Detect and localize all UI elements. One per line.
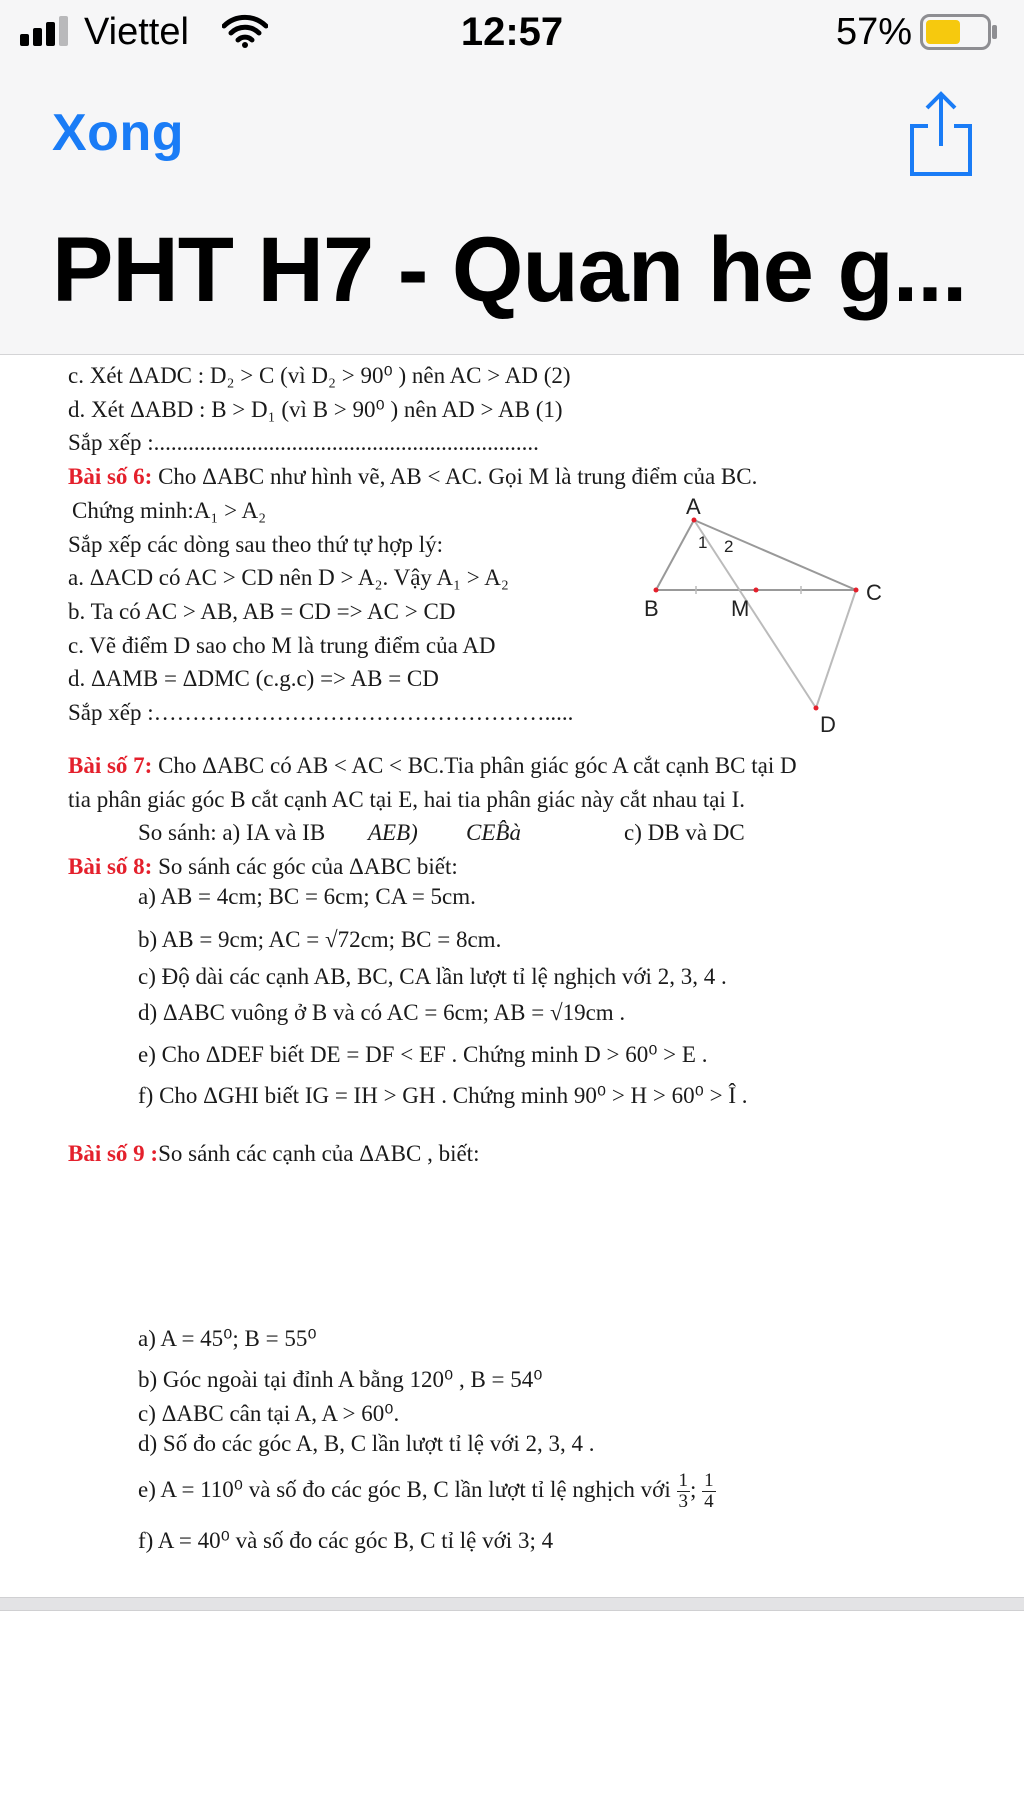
battery-level-fill [926,20,960,44]
exercise-7-text: Cho ΔABC có AB < AC < BC.Tia phân giác góc A cắt cạnh BC tại D [158,753,797,778]
document-title: PHT H7 - Quan he g... [52,219,967,321]
text-line: d) Số đo các góc A, B, C lần lượt tỉ lệ với 2, 3, 4 . [138,1431,595,1456]
text-line: d. Xét ΔABD : B > D₁ (vì B > 90⁰ ) nên AD > AB (1) [68,397,563,422]
text-line: a) AB = 4cm; BC = 6cm; CA = 5cm. [138,884,476,909]
text-line: a. ΔACD có AC > CD nên D > A₂. Vậy A₁ > A₂ [68,565,509,590]
exercise-8-heading [68,853,458,881]
fraction: $\frac{1}{3}$ [678,1470,688,1512]
text-line: CEB̂à [466,820,521,845]
exercise-7-heading [68,752,797,780]
done-button[interactable]: Xong [52,104,184,162]
page-separator [0,1597,1024,1611]
segment-AC [694,520,856,590]
text-line: Sắp xếp các dòng sau theo thứ tự hợp lý: [68,532,443,557]
exercise-9-label: Bài số 9 : [68,1141,159,1166]
angle-label-1: 1 [698,533,708,552]
text-line: b) AB = 9cm; AC = √72cm; BC = 8cm. [138,927,502,952]
text-line: f) Cho ΔGHI biết IG = IH > GH . Chứng minh 90⁰ > H > 60⁰ > Î . [138,1083,748,1108]
exercise-8-label: Bài số 8: [68,854,153,879]
carrier-name: Viettel [84,11,189,53]
text-line-with-fractions [138,1471,716,1512]
exercise-9-text: So sánh các cạnh của ΔABC , biết: [158,1141,480,1166]
text-line: c) Độ dài các cạnh AB, BC, CA lần lượt tỉ lệ nghịch với 2, 3, 4 . [138,964,727,989]
vertex-label-C: C [866,580,882,605]
text-line: Chứng minh:A₁ > A₂ [72,498,267,523]
exercise-9-heading [68,1140,479,1168]
text-line: e) Cho ΔDEF biết DE = DF < EF . Chứng minh D > 60⁰ > E . [138,1042,708,1067]
angle-label-2: 2 [724,537,734,556]
share-icon[interactable] [908,90,974,178]
top-chrome [0,0,1024,355]
text-line: c) DB và DC [624,820,745,845]
text-line: a) A = 45⁰; B = 55⁰ [138,1326,317,1351]
text-line: c. Vẽ điểm D sao cho M là trung điểm của AD [68,633,496,658]
exercise-6-heading [68,463,757,491]
status-bar [0,0,1024,66]
text-line: d. ΔAMB = ΔDMC (c.g.c) => AB = CD [68,666,439,691]
battery-icon [920,14,998,50]
text-line: c. Xét ΔADC : D₂ > C (vì D₂ > 90⁰ ) nên AC > AD (2) [68,363,571,388]
text-line: b. Ta có AC > AB, AB = CD => AC > CD [68,599,456,624]
segment-AD [694,520,816,708]
fraction-separator: ; [690,1476,697,1502]
text-line: Sắp xếp :................................................................... [68,430,539,455]
vertex-label-D: D [820,712,836,736]
segment-CD [816,590,856,708]
text-line: c) ΔABC cân tại A, A > 60⁰. [138,1401,400,1426]
vertex-label-A: A [686,496,701,519]
vertex-label-B: B [644,596,659,621]
text-line: Sắp xếp :……………………………………………..... [68,700,574,725]
text-line: b) Góc ngoài tại đỉnh A bằng 120⁰ , B = 54⁰ [138,1367,543,1392]
exercise-6-label: Bài số 6: [68,464,153,489]
vertex-label-M: M [731,596,750,621]
text-line: f) A = 40⁰ và số đo các góc B, C tỉ lệ với 3; 4 [138,1528,554,1553]
segment-AB [656,520,694,590]
text-line: So sánh: a) IA và IB [138,820,326,845]
text-segment: e) A = 110⁰ và số đo các góc B, C lần lượt tỉ lệ nghịch với [138,1476,671,1502]
clock-time: 12:57 [460,10,564,54]
exercise-8-text: So sánh các góc của ΔABC biết: [158,854,458,879]
battery-percent: 57% [835,11,912,53]
triangle-figure [636,496,916,736]
text-line: AEB) [368,820,418,845]
text-line: tia phân giác góc B cắt cạnh AC tại E, hai tia phân giác này cắt nhau tại I. [68,787,745,812]
fraction: $\frac{1}{4}$ [704,1470,714,1512]
exercise-7-label: Bài số 7: [68,753,153,778]
text-line: d) ΔABC vuông ở B và có AC = 6cm; AB = √19cm . [138,1000,626,1025]
exercise-6-text: Cho ΔABC như hình vẽ, AB < AC. Gọi M là trung điểm của BC. [158,464,758,489]
